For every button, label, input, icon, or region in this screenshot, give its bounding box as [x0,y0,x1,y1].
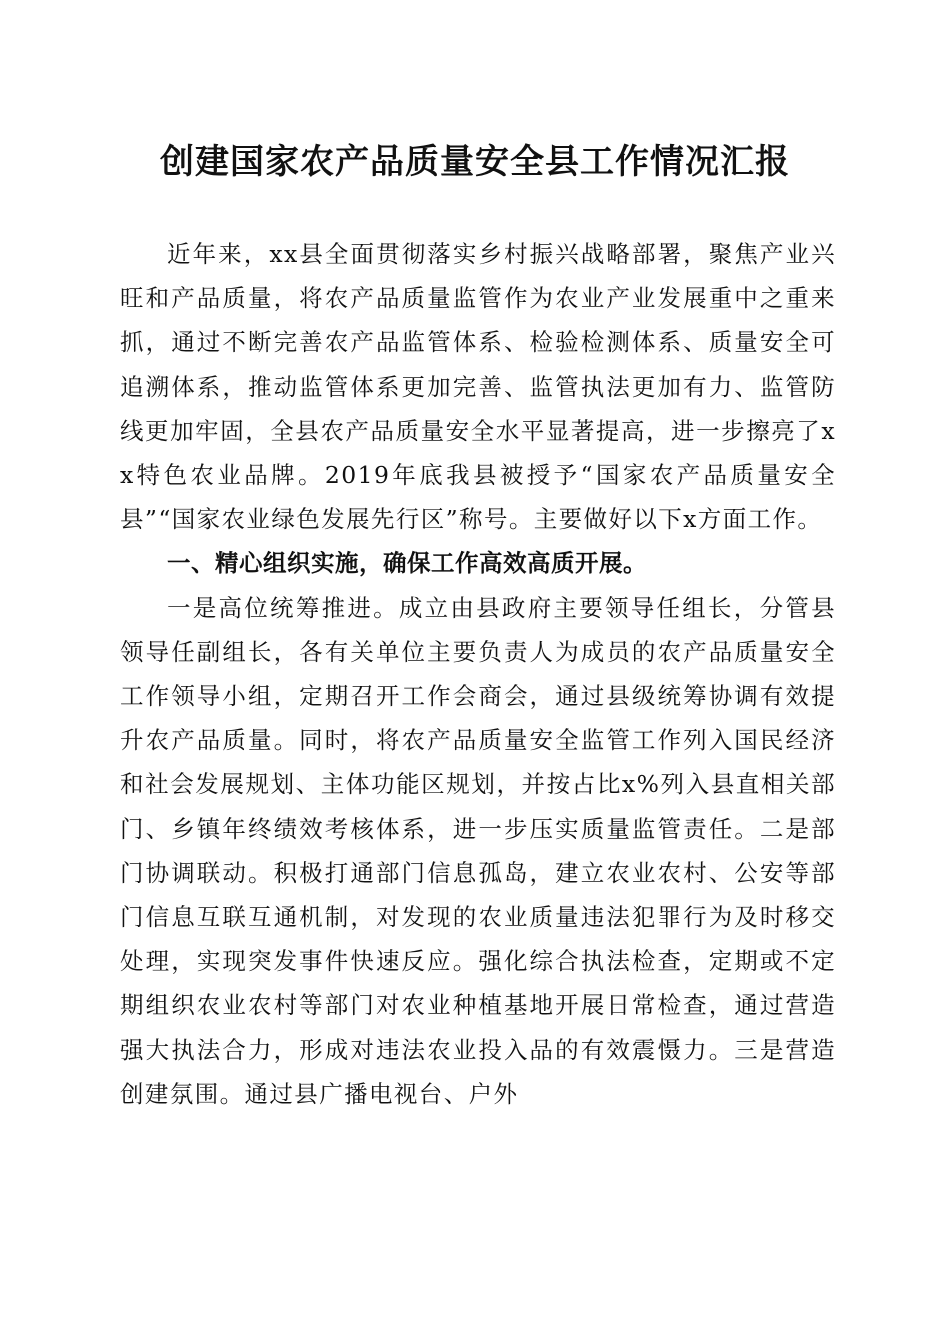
document-title: 创建国家农产品质量安全县工作情况汇报 [160,142,790,182]
intro-paragraph: 近年来，xx县全面贯彻落实乡村振兴战略部署，聚焦产业兴旺和产品质量，将农产品质量监管作为农业产业发展重中之重来抓，通过不断完善农产品监管体系、检验检测体系、质量安全可追溯体系，推动监管体系更加完善、监管执法更加有力、监管防线更加牢固，全县农产品质量安全水平显著提高，进一步擦亮了xx特色农业品牌。2019年底我县被授予“国家农产品质量安全县”“国家农业绿色发展先行区”称号。主要做好以下x方面工作。 [120,240,836,534]
document-body [120,232,836,1116]
section-heading-1: 一、精心组织实施，确保工作高效高质开展。 [167,549,647,578]
section-1-paragraph: 一是高位统筹推进。成立由县政府主要领导任组长，分管县领导任副组长，各有关单位主要负责人为成员的农产品质量安全工作领导小组，定期召开工作会商会，通过县级统筹协调有效提升农产品质量。同时，将农产品质量安全监管工作列入国民经济和社会发展规划、主体功能区规划，并按占比x%列入县直相关部门、乡镇年终绩效考核体系，进一步压实质量监管责任。二是部门协调联动。积极打通部门信息孤岛，建立农业农村、公安等部门信息互联互通机制，对发现的农业质量违法犯罪行为及时移交处理，实现突发事件快速反应。强化综合执法检查，定期或不定期组织农业农村等部门对农业种植基地开展日常检查，通过营造强大执法合力，形成对违法农业投入品的有效震慑力。三是营造创建氛围。通过县广播电视台、户外 [120,593,836,1108]
